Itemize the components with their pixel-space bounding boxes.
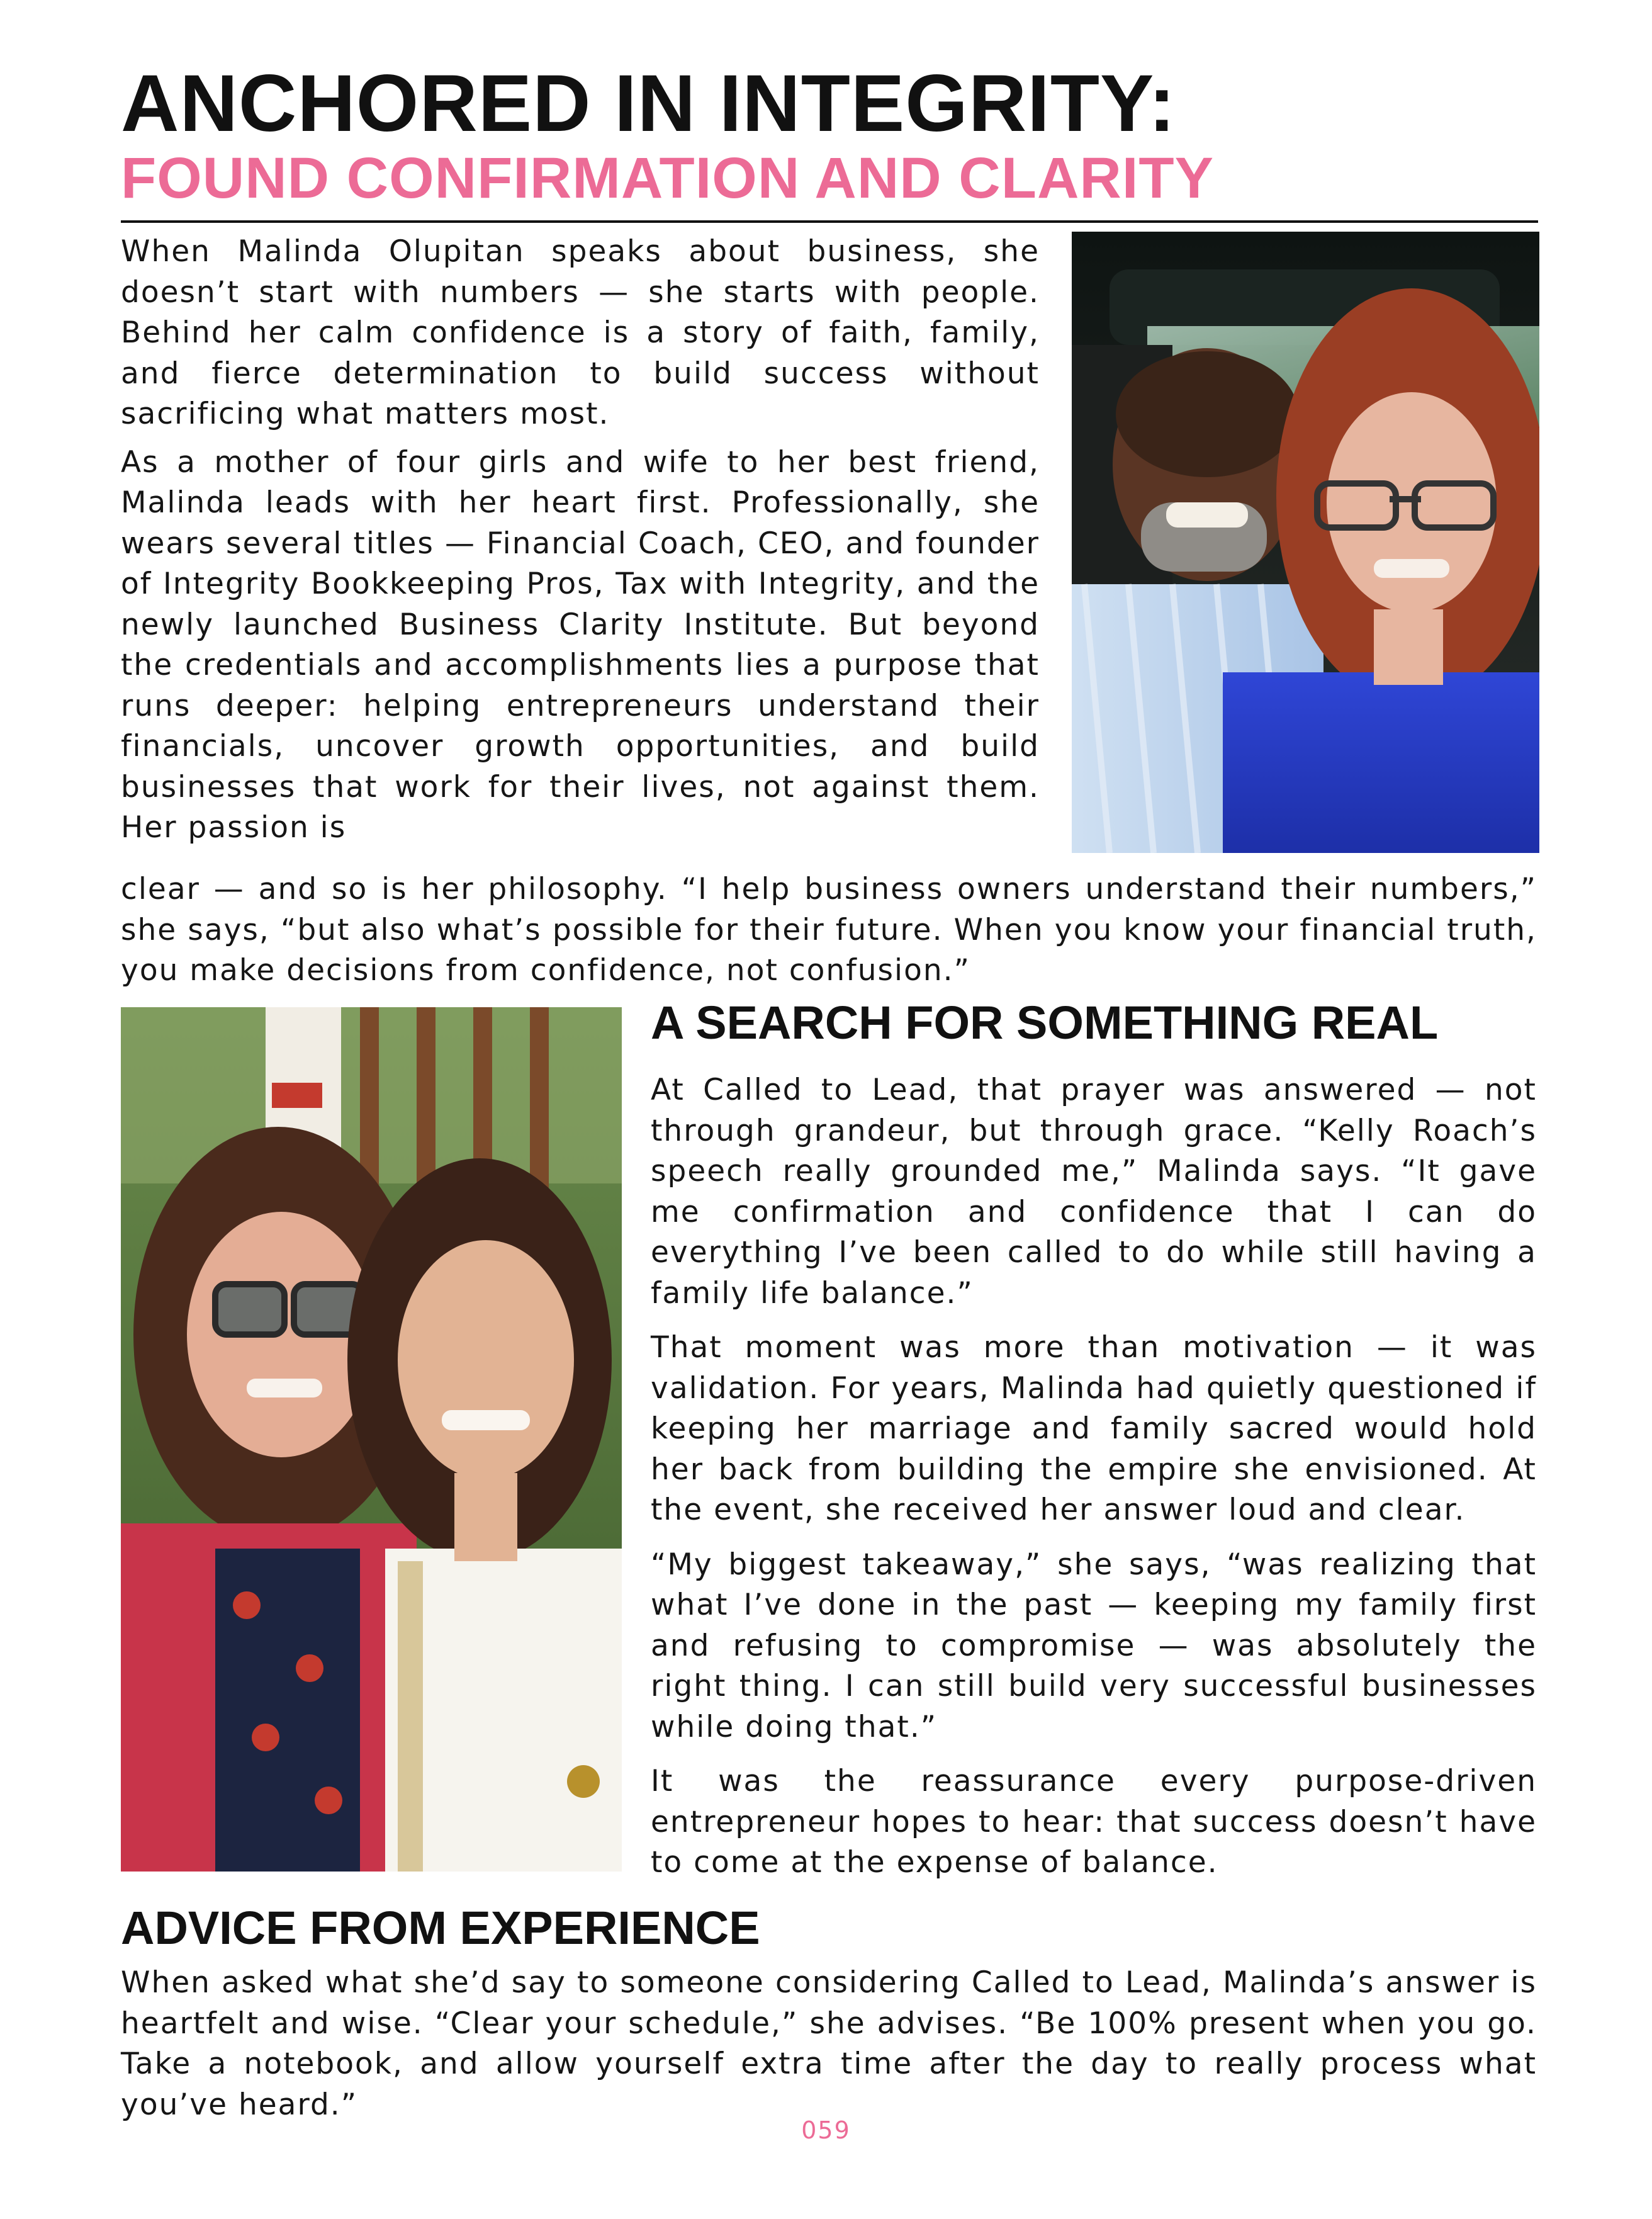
search-paragraph-3: “My biggest takeaway,” she says, “was realizing that what I’ve done in the past — keeping my family first and refusing to compromise — was absolutely the right thing. I can still build very successful businesses while doing that.” (651, 1547, 1537, 1744)
advice-paragraph-1: When asked what she’d say to someone considering Called to Lead, Malinda’s answer is heartfelt and wise. “Clear your schedule,” she advises. “Be 100% present when you go. Take a notebook, and allow yourself extra time after the day to really process what you’ve heard.” (121, 1965, 1537, 2122)
search-column (651, 1070, 1537, 1883)
intro-continuation: clear — and so is her philosophy. “I help business owners understand their numbers,” she says, “but also what’s possible for their future. When you know your financial truth, you make decisions from confidence, not confusion.” (121, 872, 1537, 988)
couple-car-photo (1072, 232, 1539, 853)
section-heading-search: A SEARCH FOR SOMETHING REAL (651, 997, 1439, 1049)
section-heading-advice: ADVICE FROM EXPERIENCE (121, 1902, 760, 1954)
search-paragraph-1: At Called to Lead, that prayer was answered — not through grandeur, but through grace. “Kelly Roach’s speech really grounded me,” Malinda says. “It gave me confirmation and confidence that I can do everything I’ve been called to do while still having a family life balance.” (651, 1073, 1537, 1311)
title-divider (121, 220, 1538, 223)
intro-paragraph-1: When Malinda Olupitan speaks about business, she doesn’t start with numbers — she starts with people. Behind her calm confidence is a story of faith, family, and fierce determination to build success without sacrificing what matters most. (121, 234, 1040, 431)
intro-column (121, 232, 1040, 849)
two-women-photo (121, 1007, 622, 1872)
page-title: ANCHORED IN INTEGRITY: (121, 59, 1176, 149)
page-number: 059 (801, 2116, 851, 2144)
search-paragraph-2: That moment was more than motivation — it was validation. For years, Malinda had quietly questioned if keeping her marriage and family sacred would hold her back from building the empire she envisioned. At the event, she received her answer loud and clear. (651, 1330, 1537, 1527)
page-subtitle: FOUND CONFIRMATION AND CLARITY (121, 146, 1214, 210)
search-paragraph-4: It was the reassurance every purpose-driven entrepreneur hopes to hear: that success doesn’t have to come at the expense of balance. (651, 1764, 1537, 1880)
intro-paragraph-2: As a mother of four girls and wife to her best friend, Malinda leads with her heart first. Professionally, she wears several titles — Financial Coach, CEO, and founder of Integrity Bookkeeping Pros, Tax with Integrity, and the newly launched Business Clarity Institute. But beyond the credentials and accomplishments lies a purpose that runs deeper: helping entrepreneurs understand their financials, uncover growth opportunities, and build businesses that work for their lives, not against them. Her passion is (121, 444, 1040, 845)
